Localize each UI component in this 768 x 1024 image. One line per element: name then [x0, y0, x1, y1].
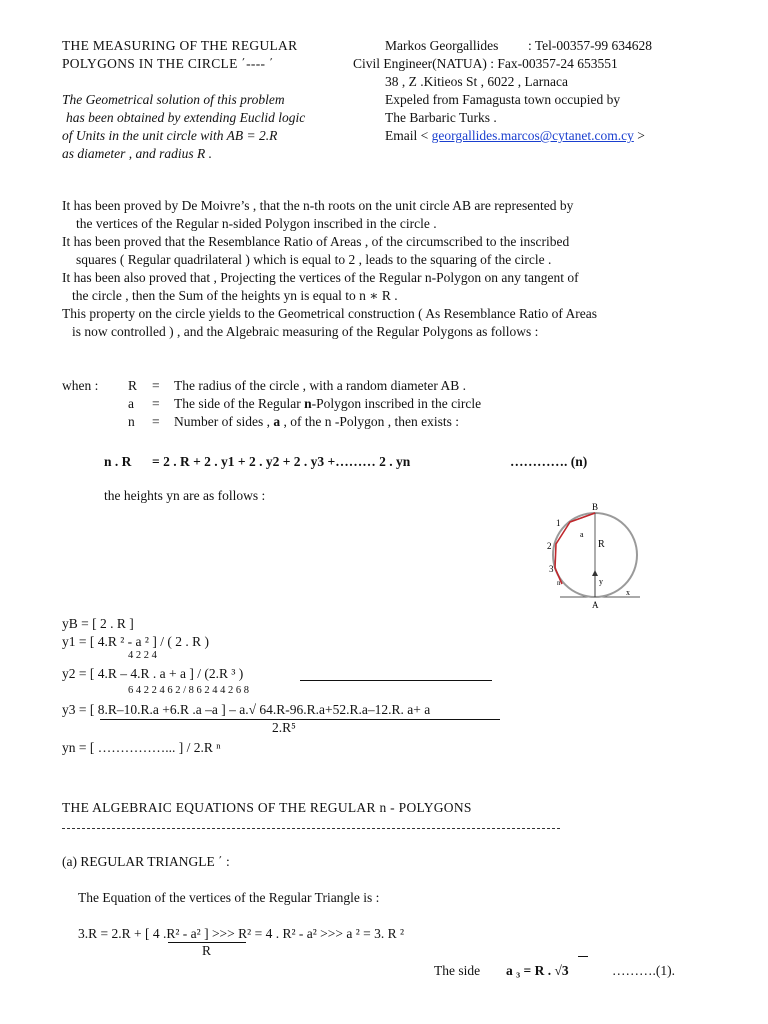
def-n-text-a: a [273, 414, 281, 429]
label-x: x [626, 588, 630, 597]
def-n-symbol: n [128, 414, 135, 429]
def-r-symbol: R [128, 378, 138, 393]
section-title: THE ALGEBRAIC EQUATIONS OF THE REGULAR n - POLYGONS [62, 800, 472, 815]
document-title-line1: THE MEASURING OF THE REGULAR [62, 38, 298, 53]
side-formula: a ₃ = R . √3 [506, 963, 569, 978]
def-a-eq: = [152, 396, 160, 411]
formula-y3: y3 = [ 8.R–10.R.a +6.R .a –a ] – a.√ 64.R-96.R.a+52.R.a–12.R. a+ a [62, 702, 431, 717]
triangle-equation-denominator: R [202, 943, 212, 958]
formula-y3-superscripts: 6 4 2 2 4 6 2 / 8 6 2 4 4 2 6 8 [128, 685, 250, 696]
label-b: B [592, 502, 599, 512]
main-equation-tag: …………. (n) [510, 454, 588, 469]
formula-y3-denominator: 2.R⁵ [272, 720, 296, 735]
def-a-text-pre: The side of the Regular [174, 396, 301, 411]
def-r-eq: = [152, 378, 160, 393]
formula-yb: yB = [ 2 . R ] [62, 616, 134, 631]
formula-y1-superscripts: 4 2 2 4 [128, 650, 157, 661]
author-title-fax: Civil Engineer(NATUA) : Fax-00357-24 653551 [353, 56, 618, 71]
triangle-equation-intro: The Equation of the vertices of the Regular Triangle is : [78, 890, 380, 905]
def-n-eq: = [152, 414, 160, 429]
paragraph-line: is now controlled ) , and the Algebraic measuring of the Regular Polygons as follows : [72, 324, 539, 339]
section-divider [62, 828, 560, 829]
label-a-point: A [592, 600, 599, 610]
def-a-symbol: a [128, 396, 134, 411]
formula-y2: y2 = [ 4.R – 4.R . a + a ] / (2.R ³ ) [62, 666, 244, 681]
paragraph-line: This property on the circle yields to the Geometrical construction ( As Resemblance Ratio of Areas [62, 306, 597, 321]
email-link[interactable]: georgallides.marcos@cytanet.com.cy [431, 128, 634, 143]
document-title-line2: POLYGONS IN THE CIRCLE ΄---- ΄ [62, 56, 274, 71]
intro-line2: has been obtained by extending Euclid logic [66, 110, 306, 125]
side-label: The side [434, 963, 481, 978]
formula-y1: y1 = [ 4.R ² - a ² ] / ( 2 . R ) [62, 634, 209, 649]
label-vertex-3: 3 [549, 564, 554, 574]
main-equation-rhs: = 2 . R + 2 . y1 + 2 . y2 + 2 . y3 +……… 2 . yn [152, 454, 411, 469]
definitions-when: when : [62, 378, 99, 393]
section-subtitle: (a) REGULAR TRIANGLE ΄ : [62, 854, 230, 869]
paragraph-line: It has been also proved that , Projecting the vertices of the Regular n-Polygon on any tangent of [62, 270, 579, 285]
def-a-text [174, 396, 481, 412]
label-r: R [598, 539, 605, 550]
intro-line4: as diameter , and radius R . [62, 146, 212, 161]
polygon-sides [555, 513, 595, 584]
def-n-text-pre: Number of sides , [174, 414, 270, 429]
label-vertex-1: 1 [556, 518, 561, 528]
author-tel: : Tel-00357-99 634628 [528, 38, 653, 53]
author-name: Markos Georgallides [385, 38, 499, 53]
def-n-text-post: , of the n -Polygon , then exists : [283, 414, 459, 429]
intro-line3: of Units in the unit circle with AB = 2.R [62, 128, 278, 143]
heights-label: the heights yn are as follows : [104, 488, 266, 503]
email-prefix: Email < [385, 128, 429, 143]
email-suffix: > [637, 128, 645, 143]
def-a-text-n: n [304, 396, 312, 411]
circle-diagram [540, 500, 675, 615]
author-email-row [385, 128, 645, 144]
def-n-text [174, 414, 459, 430]
paragraph-line: the vertices of the Regular n-sided Polygon inscribed in the circle . [76, 216, 437, 231]
intro-line1: The Geometrical solution of this problem [62, 92, 285, 107]
author-note-line1: Expeled from Famagusta town occupied by [385, 92, 621, 107]
label-n: n [557, 579, 561, 587]
def-r-text: The radius of the circle , with a random diameter AB . [174, 378, 467, 393]
formula-yn: yn = [ ……………... ] / 2.R ⁿ [62, 740, 221, 755]
paragraph-line: It has been proved by De Moivre’s , that the n-th roots on the unit circle AB are represented by [62, 198, 574, 213]
paragraph-line: squares ( Regular quadrilateral ) which is equal to 2 , leads to the squaring of the circle . [76, 252, 552, 267]
paragraph-line: It has been proved that the Resemblance Ratio of Areas , of the circumscribed to the inscribed [62, 234, 570, 249]
label-y: y [599, 577, 603, 586]
height-arrow-head [592, 570, 598, 576]
def-a-text-post: -Polygon inscribed in the circle [311, 396, 482, 411]
circle-figure [540, 500, 675, 615]
formula-y3-fraction-bar [100, 719, 500, 720]
label-side-a: a [580, 530, 584, 539]
label-vertex-2: 2 [547, 541, 552, 551]
sqrt-overline [578, 956, 588, 957]
main-equation-lhs: n . R [104, 454, 132, 469]
paragraph-line: the circle , then the Sum of the heights yn is equal to n ∗ R . [72, 288, 398, 303]
author-note-line2: The Barbaric Turks . [385, 110, 497, 125]
formula-y2-rule [300, 680, 492, 681]
triangle-equation: 3.R = 2.R + [ 4 .R² - a² ] >>> R² = 4 . R² - a² >>> a ² = 3. R ² [78, 926, 405, 941]
author-address: 38 , Z .Kitieos St , 6022 , Larnaca [385, 74, 568, 89]
side-formula-tag: ……….(1). [612, 963, 675, 978]
